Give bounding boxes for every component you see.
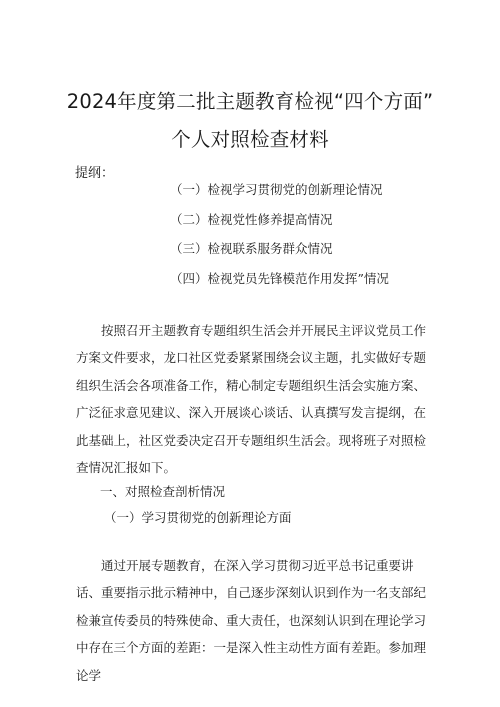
outline-item: （三）检视联系服务群众情况 [170, 241, 333, 256]
outline-item: （一）检视学习贯彻党的创新理论情况 [170, 182, 383, 197]
body-paragraph: 通过开展专题教育，在深入学习贯彻习近平总书记重要讲话、重要指示批示精神中，自己逐步深刻认识到作为一名支部纪检兼宣传委员的特殊使命、重大责任，也深刻认识到在理论学习中存在三个方面的差距：一是深入性主动性方面有差距。参加理论学 [76, 558, 427, 683]
subsection-heading-1: （一）学习贯彻党的创新理论方面 [104, 510, 292, 525]
document-title-line-1: 2024年度第二批主题教育检视“四个方面” [66, 90, 434, 113]
intro-paragraph: 按照召开主题教育专题组织生活会并开展民主评议党员工作方案文件要求，龙口社区党委紧紧围绕会议主题，扎实做好专题组织生活会各项准备工作，精心制定专题组织生活会实施方案、广泛征求意见建议、深入开展谈心谈话、认真撰写发言提纲，在此基础上，社区党委决定召开专题组织生活会。现将班子对照检查情况汇报如下。 [76, 323, 427, 476]
document-title-line-2: 个人对照检查材料 [171, 128, 329, 151]
outline-label: 提纲： [75, 166, 115, 181]
outline-item: （二）检视党性修养提高情况 [170, 211, 333, 227]
outline-item: （四）检视党员先锋模范作用发挥”情况 [170, 270, 389, 286]
section-heading-1: 一、对照检查剖析情况 [100, 484, 226, 499]
outline-list [170, 180, 389, 298]
